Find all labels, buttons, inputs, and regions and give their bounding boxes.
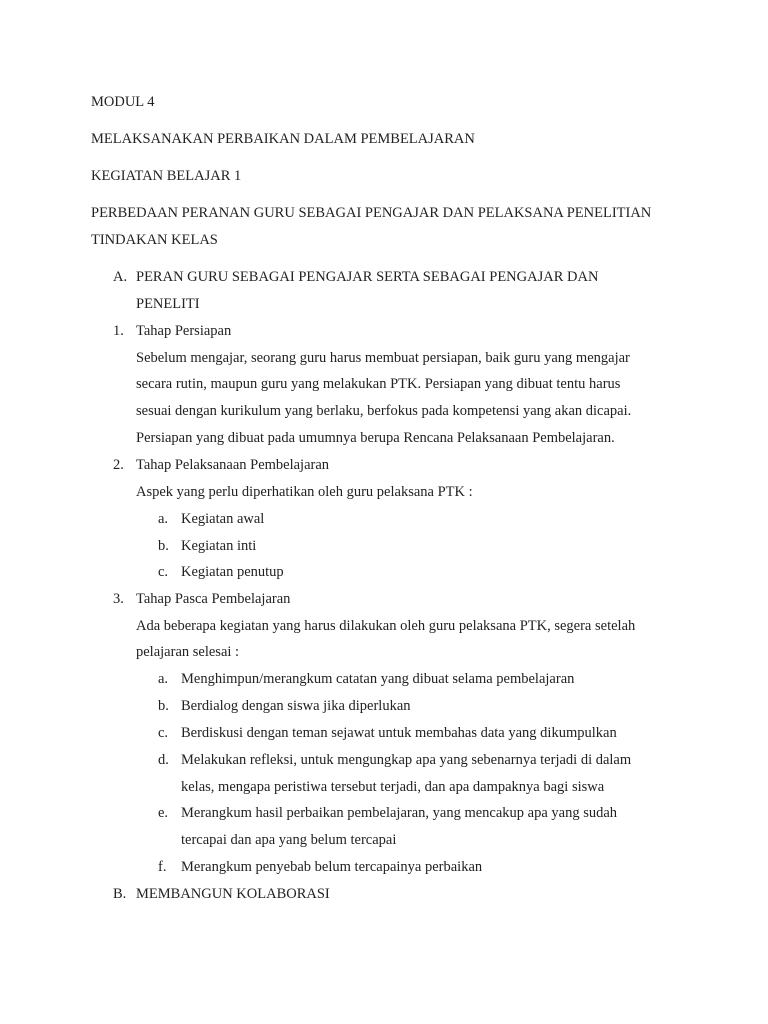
list-item-marker: c. xyxy=(158,725,169,741)
step-2-body-line: Aspek yang perlu diperhatikan oleh guru pelaksana PTK : xyxy=(136,484,473,500)
list-item-continuation: tercapai dan apa yang belum tercapai xyxy=(181,832,397,848)
list-item-marker: d. xyxy=(158,752,169,768)
step-3-body-line: pelajaran selesai : xyxy=(136,644,240,660)
section-a-title-line-2: PENELITI xyxy=(136,296,200,312)
list-item: Menghimpun/merangkum catatan yang dibuat selama pembelajaran xyxy=(181,671,575,687)
section-b-title: MEMBANGUN KOLABORASI xyxy=(136,886,330,902)
step-2-title: Tahap Pelaksanaan Pembelajaran xyxy=(136,457,330,473)
list-item: Kegiatan awal xyxy=(181,511,265,527)
list-item: Merangkum hasil perbaikan pembelajaran, yang mencakup apa yang sudah xyxy=(181,805,618,821)
module-title: MELAKSANAKAN PERBAIKAN DALAM PEMBELAJARAN xyxy=(91,131,475,147)
step-1-body-line: Persiapan yang dibuat pada umumnya berupa Rencana Pelaksanaan Pembelajaran. xyxy=(136,430,615,446)
step-1-body-line: Sebelum mengajar, seorang guru harus membuat persiapan, baik guru yang mengajar xyxy=(136,350,630,366)
list-item-marker: a. xyxy=(158,511,169,527)
list-item: Berdialog dengan siswa jika diperlukan xyxy=(181,698,411,714)
list-item-marker: e. xyxy=(158,805,169,821)
list-item-marker: a. xyxy=(158,671,169,687)
list-item-marker: b. xyxy=(158,698,169,714)
step-2-marker: 2. xyxy=(113,457,124,473)
activity-title-line-2: TINDAKAN KELAS xyxy=(91,232,218,248)
step-1-body-line: secara rutin, maupun guru yang melakukan PTK. Persiapan yang dibuat tentu harus xyxy=(136,376,621,392)
activity-heading: KEGIATAN BELAJAR 1 xyxy=(91,168,242,184)
module-number: MODUL 4 xyxy=(91,94,155,110)
section-b-marker: B. xyxy=(113,886,127,902)
step-1-body-line: sesuai dengan kurikulum yang berlaku, berfokus pada kompetensi yang akan dicapai. xyxy=(136,403,632,419)
step-3-marker: 3. xyxy=(113,591,124,607)
step-1-title: Tahap Persiapan xyxy=(136,323,232,339)
step-3-title: Tahap Pasca Pembelajaran xyxy=(136,591,291,607)
step-1-marker: 1. xyxy=(113,323,124,339)
section-a-title-line-1: PERAN GURU SEBAGAI PENGAJAR SERTA SEBAGAI PENGAJAR DAN xyxy=(136,269,599,285)
list-item: Berdiskusi dengan teman sejawat untuk membahas data yang dikumpulkan xyxy=(181,725,617,741)
list-item-marker: f. xyxy=(158,859,167,875)
list-item: Merangkum penyebab belum tercapainya perbaikan xyxy=(181,859,483,875)
step-3-body-line: Ada beberapa kegiatan yang harus dilakukan oleh guru pelaksana PTK, segera setelah xyxy=(136,618,636,634)
list-item-continuation: kelas, mengapa peristiwa tersebut terjadi, dan apa dampaknya bagi siswa xyxy=(181,779,605,795)
list-item: Kegiatan penutup xyxy=(181,564,284,580)
list-item: Melakukan refleksi, untuk mengungkap apa yang sebenarnya terjadi di dalam xyxy=(181,752,632,768)
list-item-marker: b. xyxy=(158,538,169,554)
activity-title-line-1: PERBEDAAN PERANAN GURU SEBAGAI PENGAJAR DAN PELAKSANA PENELITIAN xyxy=(91,205,652,221)
section-a-marker: A. xyxy=(113,269,128,285)
list-item: Kegiatan inti xyxy=(181,538,257,554)
list-item-marker: c. xyxy=(158,564,169,580)
